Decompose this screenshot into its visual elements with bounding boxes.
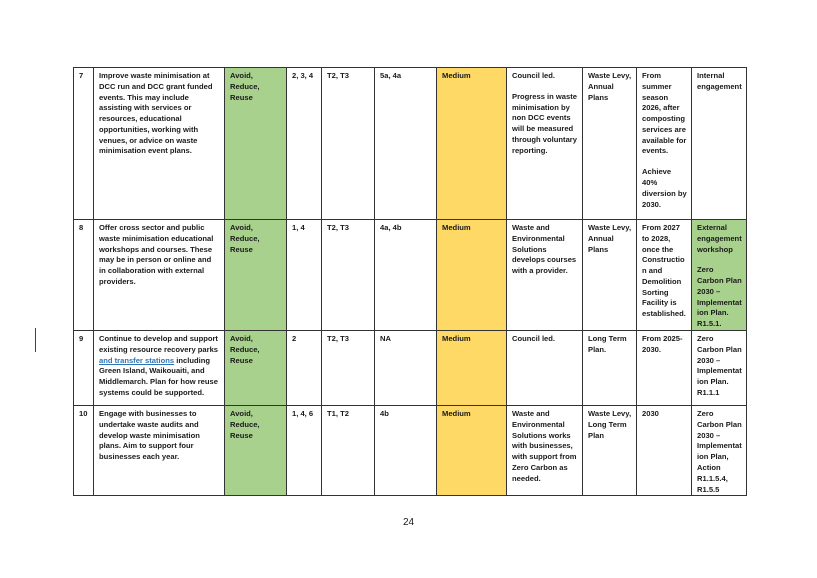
timeframe-cell: From 2027 to 2028, once the Construction and Demolition Sorting Facility is established.: [637, 220, 692, 331]
issues-cell: 4a, 4b: [375, 220, 437, 331]
goals-cell: 2: [287, 331, 322, 406]
priority-cell: Medium: [437, 331, 507, 406]
transfer-stations-link[interactable]: and transfer stations: [99, 355, 175, 365]
links-cell: Zero Carbon Plan 2030 – Implementation Plan. R1.1.1: [692, 331, 747, 406]
action-number: 7: [74, 68, 94, 220]
targets-cell: T2, T3: [322, 331, 375, 406]
table-row: [74, 68, 747, 220]
action-description: [94, 331, 225, 406]
action-description: Offer cross sector and public waste minimisation educational workshops and courses. These may be in person or online and in collaboration with external providers.: [94, 220, 225, 331]
lead-cell: Waste and Environmental Solutions works with businesses, with support from Zero Carbon as needed.: [507, 406, 583, 496]
funding-cell: Long Term Plan.: [583, 331, 637, 406]
table-row: [74, 220, 747, 331]
links-cell: Zero Carbon Plan 2030 – Implementation Plan, Action R1.1.5.4, R1.5.5: [692, 406, 747, 496]
timeframe-text: From summer season 2026, after composting services are available for events.: [642, 71, 687, 156]
goals-cell: 2, 3, 4: [287, 68, 322, 220]
goals-cell: 1, 4, 6: [287, 406, 322, 496]
issues-cell: NA: [375, 331, 437, 406]
issues-cell: 4b: [375, 406, 437, 496]
funding-cell: Waste Levy, Annual Plans: [583, 220, 637, 331]
targets-cell: T2, T3: [322, 220, 375, 331]
timeframe-cell: [637, 68, 692, 220]
table-row: [74, 331, 747, 406]
goals-cell: 1, 4: [287, 220, 322, 331]
action-plan-table: [73, 67, 747, 496]
lead-cell: Council led.: [507, 331, 583, 406]
links-cell: Internal engagement: [692, 68, 747, 220]
text-cursor-marker: [35, 328, 36, 352]
lead-note: Progress in waste minimisation by non DCC events will be measured through voluntary reporting.: [512, 91, 577, 155]
lead-text: Council led.: [512, 71, 556, 80]
timeframe-cell: From 2025-2030.: [637, 331, 692, 406]
action-number: 9: [74, 331, 94, 406]
action-description: Engage with businesses to undertake waste audits and develop waste minimisation plans. Aim to support four businesses each year.: [94, 406, 225, 496]
lead-cell: [507, 68, 583, 220]
page-number: 24: [402, 517, 415, 528]
action-text: Continue to develop and support existing resource recovery parks: [99, 334, 219, 354]
issues-cell: 5a, 4a: [375, 68, 437, 220]
table-row: [74, 406, 747, 496]
priority-cell: Medium: [437, 406, 507, 496]
lead-cell: Waste and Environmental Solutions develops courses with a provider.: [507, 220, 583, 331]
waste-hierarchy-cell: Avoid, Reduce, Reuse: [225, 406, 287, 496]
action-number: 8: [74, 220, 94, 331]
action-description: Improve waste minimisation at DCC run and DCC grant funded events. This may include assisting with services or resources, educational opportunities, working with venues, or advice on waste minimisation event plans.: [94, 68, 225, 220]
waste-hierarchy-cell: Avoid, Reduce, Reuse: [225, 331, 287, 406]
timeframe-target: Achieve 40% diversion by 2030.: [642, 167, 687, 209]
priority-cell: Medium: [437, 220, 507, 331]
action-text-continued: including Green Island, Waikouaiti, and Middlemarch. Plan for how reuse systems could be supported.: [99, 355, 218, 397]
waste-hierarchy-cell: Avoid, Reduce, Reuse: [225, 220, 287, 331]
funding-cell: Waste Levy, Long Term Plan: [583, 406, 637, 496]
links-text: External engagement workshop: [697, 223, 742, 254]
waste-hierarchy-cell: Avoid, Reduce, Reuse: [225, 68, 287, 220]
targets-cell: T1, T2: [322, 406, 375, 496]
targets-cell: T2, T3: [322, 68, 375, 220]
timeframe-cell: 2030: [637, 406, 692, 496]
funding-cell: Waste Levy, Annual Plans: [583, 68, 637, 220]
links-reference: Zero Carbon Plan 2030 – Implementation Plan. R1.5.1.: [697, 265, 742, 329]
links-cell: [692, 220, 747, 331]
priority-cell: Medium: [437, 68, 507, 220]
action-number: 10: [74, 406, 94, 496]
